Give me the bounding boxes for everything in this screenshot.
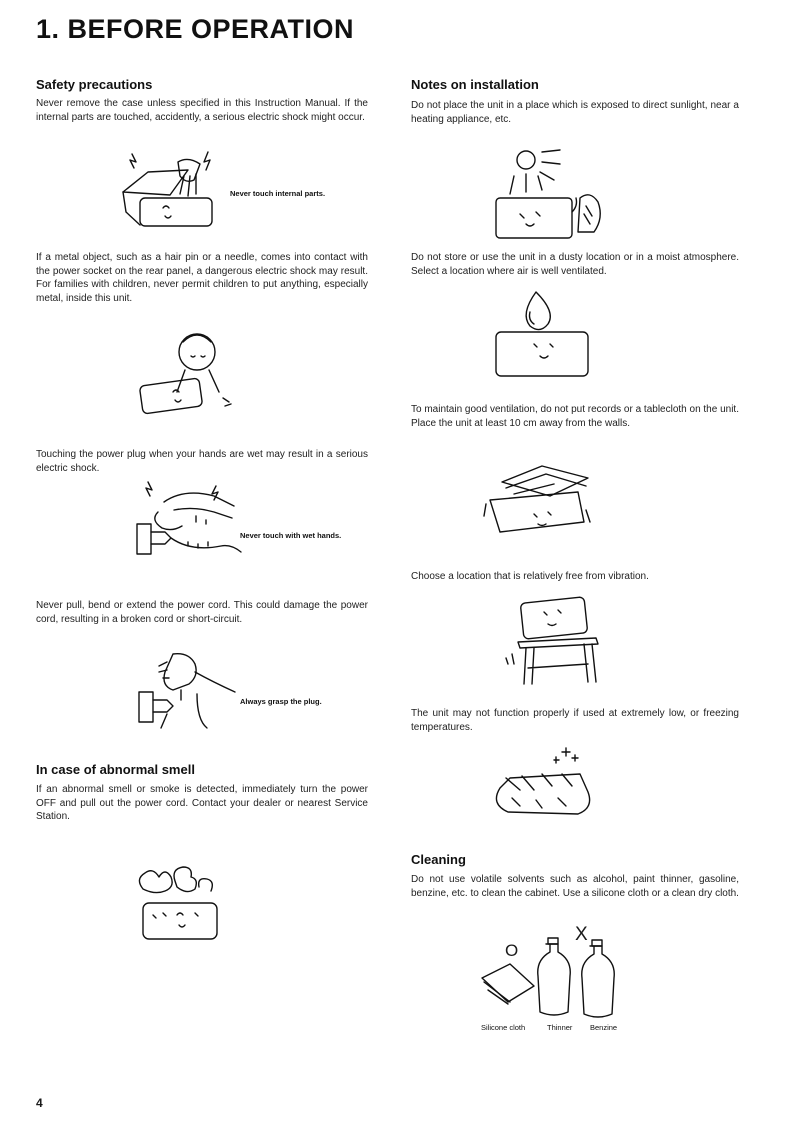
- mark-ng: X: [575, 924, 588, 945]
- illustration-smoking-unit: [133, 867, 223, 952]
- safety-paragraph-4: Never pull, bend or extend the power cord. This could damage the power cord, resulting in a broken cord or short-circuit.: [36, 600, 368, 625]
- caption-grasp-plug: Always grasp the plug.: [240, 697, 322, 706]
- installation-paragraph-1: Do not place the unit in a place which is exposed to direct sunlight, near a heating appliance, etc.: [411, 100, 739, 125]
- mark-ok: O: [505, 941, 519, 960]
- installation-paragraph-2: Do not store or use the unit in a dusty location or in a moist atmosphere. Select a location where air is well ventilated.: [411, 252, 739, 277]
- illustration-cleaning-items: [478, 930, 628, 1025]
- illustration-vibration: [504, 598, 604, 691]
- label-thinner: Thinner: [547, 1023, 573, 1032]
- safety-paragraph-1: Never remove the case unless specified in this Instruction Manual. If the internal parts are touched, accidently, a serious electric shock might occur.: [36, 98, 368, 123]
- illustration-child-with-unit: [135, 330, 235, 420]
- page-number: 4: [36, 1096, 43, 1110]
- section-safety: [36, 77, 372, 92]
- illustration-never-touch-internal: [118, 150, 228, 235]
- section-installation: [411, 77, 539, 92]
- caption-never-touch-internal: Never touch internal parts.: [230, 189, 326, 198]
- section-abnormal-smell: [36, 762, 195, 777]
- illustration-grasp-plug: [137, 652, 237, 739]
- illustration-sun-heater: [492, 150, 612, 247]
- safety-paragraph-2: If a metal object, such as a hair pin or a needle, comes into contact with the power socket on the rear panel, a dangerous electric shock may result. For families with children, never permit children to put anything, especially metal, inside this unit.: [36, 252, 368, 304]
- safety-paragraph-3: Touching the power plug when your hands are wet may result in a serious electric shock.: [36, 449, 368, 474]
- cleaning-paragraph-1: Do not use volatile solvents such as alcohol, paint thinner, gasoline, benzine, etc. to clean the cabinet. Use a silicone cloth or a clean dry cloth.: [411, 874, 739, 899]
- illustration-moisture: [494, 290, 594, 390]
- page-title: 1. BEFORE OPERATION: [36, 14, 355, 44]
- heading-notes-installation: Notes on installation: [411, 77, 539, 92]
- label-silicone-cloth: Silicone cloth: [481, 1023, 526, 1032]
- illustration-wet-hands: [134, 482, 244, 567]
- heading-abnormal-smell: In case of abnormal smell: [36, 762, 195, 777]
- smell-paragraph-1: If an abnormal smell or smoke is detected, immediately turn the power OFF and pull out the power cord. Contact your dealer or nearest Service Station.: [36, 784, 368, 822]
- caption-never-touch-wet: Never touch with wet hands.: [240, 531, 342, 540]
- heading-cleaning: Cleaning: [411, 852, 466, 867]
- illustration-records-on-unit: [484, 464, 594, 541]
- installation-paragraph-5: The unit may not function properly if used at extremely low, or freezing temperatures.: [411, 708, 739, 733]
- installation-paragraph-4: Choose a location that is relatively free from vibration.: [411, 571, 649, 582]
- label-benzine: Benzine: [590, 1023, 618, 1032]
- installation-paragraph-3: To maintain good ventilation, do not put records or a tablecloth on the unit. Place the unit at least 10 cm away from the walls.: [411, 404, 739, 429]
- heading-safety-precautions: Safety precautions: [36, 77, 153, 92]
- illustration-freezing: [492, 746, 596, 823]
- section-cleaning: [411, 852, 466, 867]
